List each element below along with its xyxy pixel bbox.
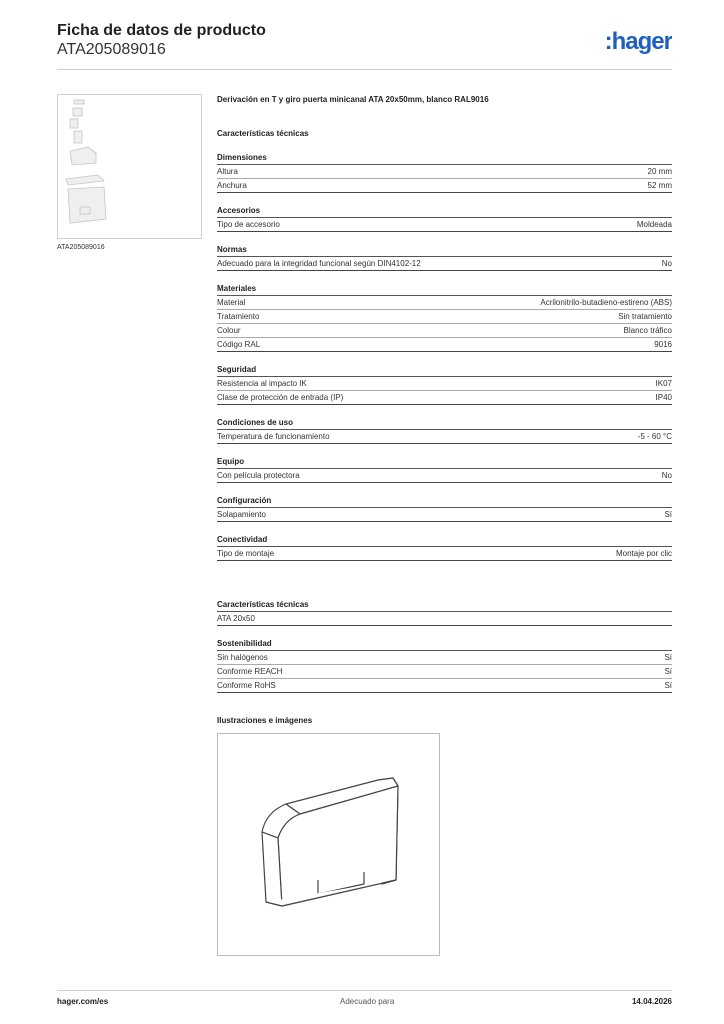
spec-value: IK07 [655, 379, 672, 388]
hager-logo [592, 26, 672, 56]
technical-characteristics-2-rows [217, 612, 672, 626]
group-rows [217, 165, 672, 193]
spec-row [217, 469, 672, 483]
group-rows [217, 508, 672, 522]
spec-row [217, 377, 672, 391]
product-thumbnail [57, 94, 202, 239]
group-title: Equipo [217, 456, 672, 469]
product-details [217, 94, 672, 956]
group-rows [217, 377, 672, 405]
thumbnail-caption: ATA205089016 [57, 244, 105, 251]
spec-row [217, 547, 672, 561]
group-title: Dimensiones [217, 152, 672, 165]
spec-label: Conforme RoHS [217, 681, 276, 690]
illustrations-title: Ilustraciones e imágenes [217, 716, 313, 725]
technical-characteristics-2-title: Características técnicas [217, 599, 672, 612]
spec-value: Sí [664, 681, 672, 690]
characteristics-groups [217, 152, 672, 561]
spec-value: 52 mm [647, 181, 672, 190]
spec-label: Material [217, 298, 246, 307]
spec-row [217, 612, 672, 626]
spec-label: Temperatura de funcionamiento [217, 432, 330, 441]
spec-label: Conforme REACH [217, 667, 283, 676]
group-title: Accesorios [217, 205, 672, 218]
spec-label: Tipo de montaje [217, 549, 275, 558]
footer-divider [57, 990, 672, 991]
group-title: Seguridad [217, 364, 672, 377]
product-description: Derivación en T y giro puerta minicanal ATA 20x50mm, blanco RAL9016 [217, 95, 489, 104]
header-divider [57, 69, 672, 70]
spec-row [217, 179, 672, 193]
spec-row [217, 508, 672, 522]
spec-label: Colour [217, 326, 241, 335]
spec-value: IP40 [655, 393, 672, 402]
spec-label: Solapamiento [217, 510, 266, 519]
spec-value: No [661, 471, 672, 480]
spec-row [217, 651, 672, 665]
spec-value: Acrilonitrilo-butadieno-estireno (ABS) [540, 298, 672, 307]
sustainability-rows [217, 651, 672, 693]
page-header [57, 20, 672, 70]
group-rows [217, 469, 672, 483]
footer-date: 14.04.2026 [631, 997, 672, 1006]
spec-value: Sí [664, 667, 672, 676]
group-rows [217, 430, 672, 444]
spec-value: Moldeada [636, 220, 672, 229]
spec-value: Montaje por clic [615, 549, 672, 558]
exploded-parts-image [58, 95, 201, 238]
technical-characteristics-title: Características técnicas [217, 129, 309, 138]
spec-label: Resistencia al impacto IK [217, 379, 307, 388]
group-title: Normas [217, 244, 672, 257]
spec-value: Blanco tráfico [623, 326, 672, 335]
spec-row [217, 310, 672, 324]
product-drawing [218, 734, 439, 955]
spec-row [217, 665, 672, 679]
spec-label: Altura [217, 167, 238, 176]
group-title: Materiales [217, 283, 672, 296]
group-rows [217, 296, 672, 352]
product-illustration [217, 733, 440, 956]
spec-value: Sí [664, 510, 672, 519]
spec-value: 9016 [654, 340, 672, 349]
group-rows [217, 257, 672, 271]
document-title: Ficha de datos de producto [57, 22, 266, 39]
spec-label: Anchura [217, 181, 247, 190]
spec-value: 20 mm [647, 167, 672, 176]
logo-text: :hager [604, 28, 672, 55]
spec-label: ATA 20x50 [217, 614, 255, 623]
sustainability-title: Sostenibilidad [217, 638, 672, 651]
spec-row [217, 324, 672, 338]
spec-value: -5 - 60 °C [637, 432, 672, 441]
group-title: Condiciones de uso [217, 417, 672, 430]
spec-row [217, 679, 672, 693]
spec-label: Sin halógenos [217, 653, 268, 662]
footer-website: hager.com/es [57, 997, 109, 1006]
spec-row [217, 296, 672, 310]
spec-label: Tratamiento [217, 312, 260, 321]
spec-row [217, 430, 672, 444]
spec-row [217, 257, 672, 271]
spec-value: Sin tratamiento [618, 312, 672, 321]
spec-row [217, 165, 672, 179]
spec-value: Sí [664, 653, 672, 662]
spec-label: Con película protectora [217, 471, 300, 480]
spec-label: Clase de protección de entrada (IP) [217, 393, 344, 402]
group-title: Configuración [217, 495, 672, 508]
spec-row [217, 338, 672, 352]
spec-row [217, 218, 672, 232]
spec-value: No [661, 259, 672, 268]
spec-label: Código RAL [217, 340, 261, 349]
group-rows [217, 218, 672, 232]
group-rows [217, 547, 672, 561]
spec-label: Adecuado para la integridad funcional según DIN4102-12 [217, 259, 421, 268]
spec-row [217, 391, 672, 405]
spec-label: Tipo de accesorio [217, 220, 280, 229]
product-reference: ATA205089016 [57, 41, 166, 58]
footer-center-text: Adecuado para [340, 997, 395, 1006]
group-title: Conectividad [217, 534, 672, 547]
